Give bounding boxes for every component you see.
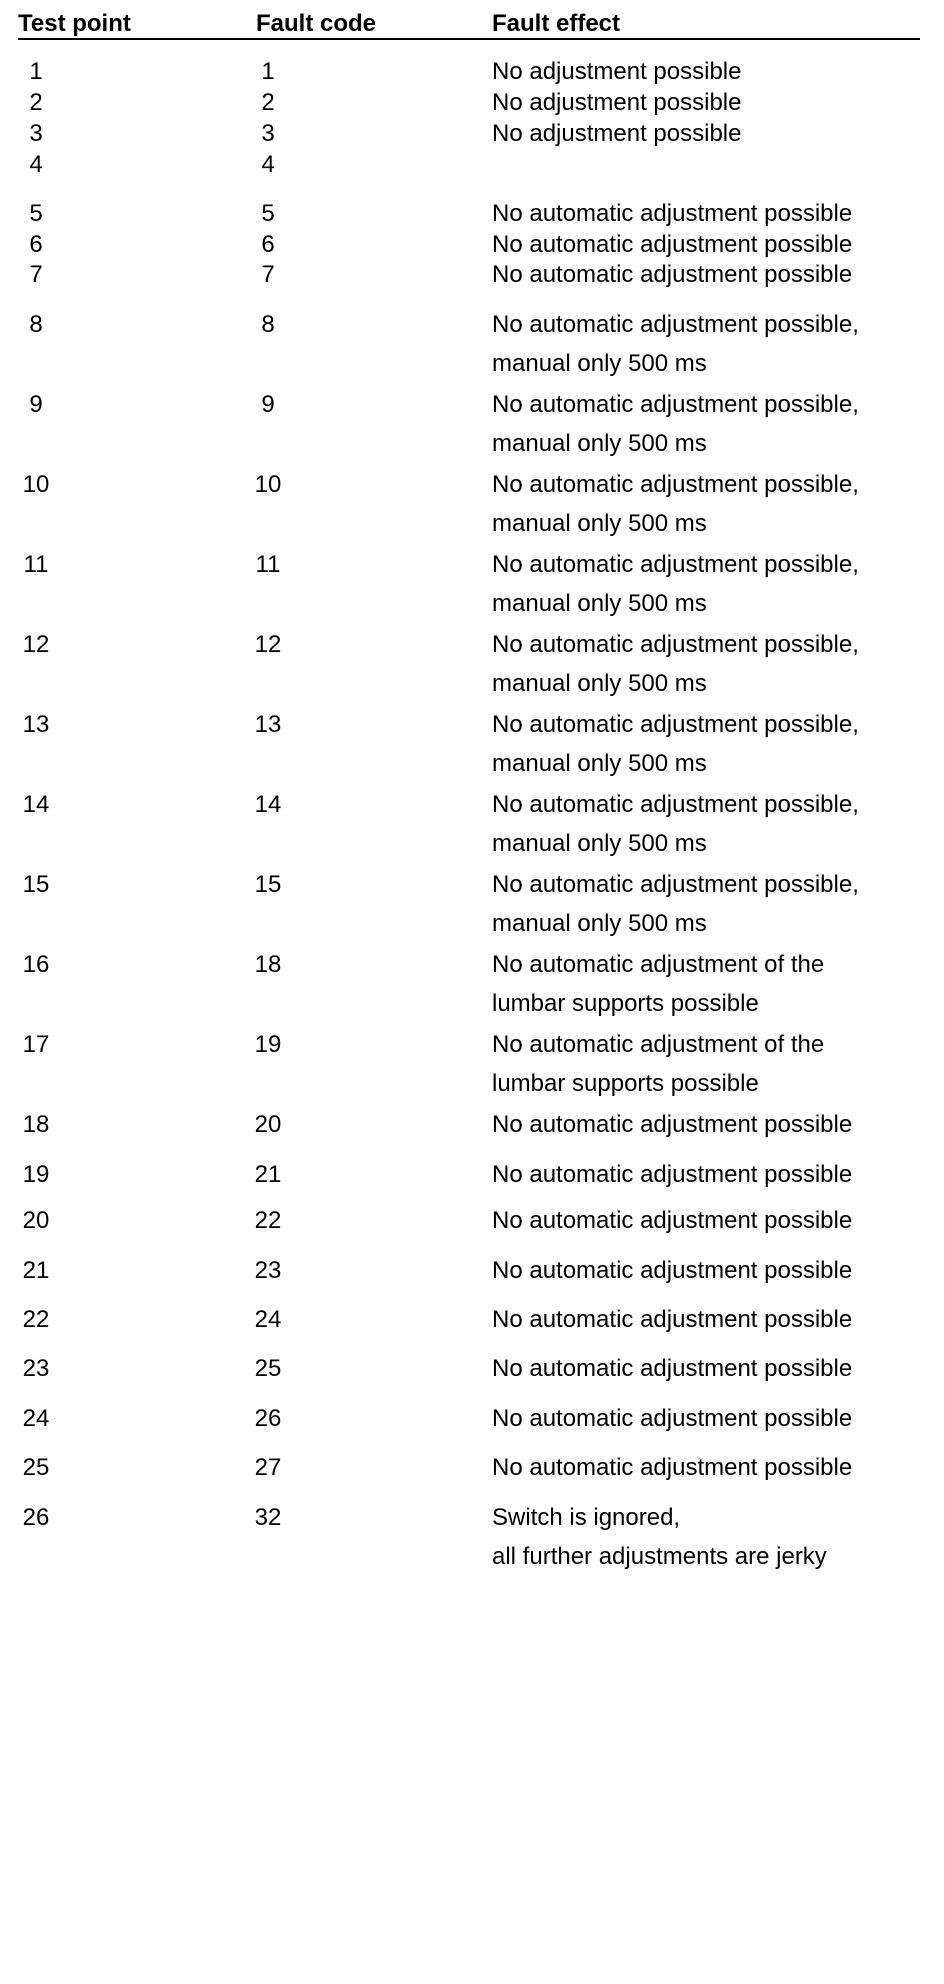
fault-effect-line: lumbar supports possible xyxy=(492,1070,759,1097)
header-fault-code: Fault code xyxy=(256,10,377,37)
fault-effect-cell xyxy=(492,1399,852,1438)
fault-effect-line: manual only 500 ms xyxy=(492,830,707,857)
fault-effect-cell xyxy=(492,1155,852,1194)
fault-effect-line: No automatic adjustment possible, xyxy=(492,391,859,418)
fault-effect-line: No automatic adjustment possible xyxy=(492,261,853,288)
test-point-cell: 9 xyxy=(29,391,43,418)
fault-effect-line: manual only 500 ms xyxy=(492,590,707,617)
test-point-cell: 12 xyxy=(22,631,50,658)
fault-effect-line: No automatic adjustment of the xyxy=(492,1031,825,1058)
fault-code-cell: 18 xyxy=(254,951,282,978)
test-point-cell: 6 xyxy=(29,231,43,258)
fault-code-cell: 11 xyxy=(255,551,281,578)
test-point-cell: 26 xyxy=(22,1504,50,1531)
fault-code-cell: 19 xyxy=(254,1031,282,1058)
fault-effect-line: manual only 500 ms xyxy=(492,510,707,537)
fault-effect-line: No automatic adjustment possible, xyxy=(492,711,859,738)
fault-effect-line: No automatic adjustment possible xyxy=(492,1207,853,1234)
fault-effect-line: manual only 500 ms xyxy=(492,910,707,937)
fault-code-cell: 15 xyxy=(254,871,282,898)
fault-effect-line: manual only 500 ms xyxy=(492,350,707,377)
test-point-cell: 4 xyxy=(29,151,43,178)
fault-effect-cell xyxy=(492,625,859,703)
fault-effect-line: No automatic adjustment possible, xyxy=(492,791,859,818)
fault-effect-line: No automatic adjustment of the xyxy=(492,951,825,978)
fault-code-cell: 4 xyxy=(261,151,275,178)
test-point-cell: 1 xyxy=(29,58,43,85)
fault-effect-line: No adjustment possible xyxy=(492,58,742,85)
fault-effect-line: lumbar supports possible xyxy=(492,990,759,1017)
fault-effect-cell xyxy=(492,1201,852,1240)
test-point-cell: 5 xyxy=(29,200,43,227)
fault-code-cell: 25 xyxy=(254,1355,282,1382)
fault-code-cell: 27 xyxy=(254,1454,282,1481)
test-point-cell: 18 xyxy=(22,1111,50,1138)
fault-code-cell: 12 xyxy=(254,631,282,658)
test-point-cell: 15 xyxy=(22,871,50,898)
fault-effect-cell xyxy=(492,1498,827,1576)
fault-effect-cell xyxy=(492,545,859,623)
fault-effect-line: Switch is ignored, xyxy=(492,1504,681,1531)
fault-effect-line: manual only 500 ms xyxy=(492,750,707,777)
fault-code-cell: 14 xyxy=(254,791,282,818)
fault-effect-cell xyxy=(492,945,824,1023)
fault-effect-line: No automatic adjustment possible xyxy=(492,1111,853,1138)
test-point-cell: 10 xyxy=(22,471,50,498)
fault-code-cell: 32 xyxy=(254,1504,282,1531)
fault-code-cell: 26 xyxy=(254,1405,282,1432)
fault-code-cell: 10 xyxy=(254,471,282,498)
fault-code-cell: 5 xyxy=(261,200,275,227)
header-fault-effect: Fault effect xyxy=(492,10,621,37)
fault-effect-line: No automatic adjustment possible, xyxy=(492,871,859,898)
fault-effect-cell xyxy=(492,1349,852,1388)
test-point-cell: 24 xyxy=(22,1405,50,1432)
fault-code-cell: 1 xyxy=(261,58,275,85)
fault-code-cell: 2 xyxy=(261,89,275,116)
fault-effect-line: No automatic adjustment possible xyxy=(492,1257,853,1284)
fault-code-cell: 8 xyxy=(261,311,275,338)
fault-effect-line: No adjustment possible xyxy=(492,120,742,147)
fault-code-cell: 3 xyxy=(261,120,275,147)
test-point-cell: 22 xyxy=(22,1306,50,1333)
fault-effect-line: No automatic adjustment possible xyxy=(492,1161,853,1188)
fault-effect-line: No adjustment possible xyxy=(492,89,742,116)
test-point-cell: 3 xyxy=(29,120,43,147)
fault-effect-cell xyxy=(492,255,852,294)
test-point-cell: 20 xyxy=(22,1207,50,1234)
fault-code-cell: 20 xyxy=(254,1111,282,1138)
fault-effect-line: No automatic adjustment possible, xyxy=(492,631,859,658)
fault-effect-line: No automatic adjustment possible xyxy=(492,1454,853,1481)
fault-code-cell: 9 xyxy=(261,391,275,418)
test-point-cell: 16 xyxy=(22,951,50,978)
fault-effect-cell xyxy=(492,465,859,543)
test-point-cell: 23 xyxy=(22,1355,50,1382)
fault-effect-cell xyxy=(492,305,859,383)
fault-effect-cell xyxy=(492,1105,852,1144)
test-point-cell: 19 xyxy=(22,1161,50,1188)
fault-effect-line: manual only 500 ms xyxy=(492,430,707,457)
fault-code-cell: 23 xyxy=(254,1257,282,1284)
header-test-point: Test point xyxy=(18,10,131,37)
fault-code-cell: 7 xyxy=(261,261,275,288)
test-point-cell: 14 xyxy=(22,791,50,818)
fault-effect-line: manual only 500 ms xyxy=(492,670,707,697)
fault-code-cell: 22 xyxy=(254,1207,282,1234)
fault-effect-cell xyxy=(492,385,859,463)
fault-effect-cell xyxy=(492,1300,852,1339)
test-point-cell: 25 xyxy=(22,1454,50,1481)
fault-effect-cell xyxy=(492,1448,852,1487)
fault-effect-line: No automatic adjustment possible xyxy=(492,200,853,227)
test-point-cell: 21 xyxy=(22,1257,50,1284)
fault-effect-line: all further adjustments are jerky xyxy=(492,1543,827,1570)
test-point-cell: 13 xyxy=(22,711,50,738)
fault-effect-line: No automatic adjustment possible, xyxy=(492,551,859,578)
fault-effect-line: No automatic adjustment possible xyxy=(492,1355,853,1382)
test-point-cell: 7 xyxy=(29,261,43,288)
fault-effect-line: No automatic adjustment possible xyxy=(492,1405,853,1432)
fault-effect-line: No automatic adjustment possible, xyxy=(492,471,859,498)
fault-code-cell: 21 xyxy=(254,1161,282,1188)
fault-effect-cell xyxy=(492,785,859,863)
fault-effect-cell xyxy=(492,114,741,153)
table-header xyxy=(18,8,920,40)
fault-effect-line: No automatic adjustment possible, xyxy=(492,311,859,338)
test-point-cell: 8 xyxy=(29,311,43,338)
fault-effect-cell xyxy=(492,865,859,943)
fault-effect-line: No automatic adjustment possible xyxy=(492,1306,853,1333)
test-point-cell: 17 xyxy=(22,1031,50,1058)
fault-code-cell: 6 xyxy=(261,231,275,258)
fault-effect-cell xyxy=(492,1025,824,1103)
test-point-cell: 2 xyxy=(29,89,43,116)
fault-effect-cell xyxy=(492,705,859,783)
fault-code-cell: 24 xyxy=(254,1306,282,1333)
test-point-cell: 11 xyxy=(23,551,49,578)
fault-code-cell: 13 xyxy=(254,711,282,738)
fault-effect-line: No automatic adjustment possible xyxy=(492,231,853,258)
fault-effect-cell xyxy=(492,1251,852,1290)
